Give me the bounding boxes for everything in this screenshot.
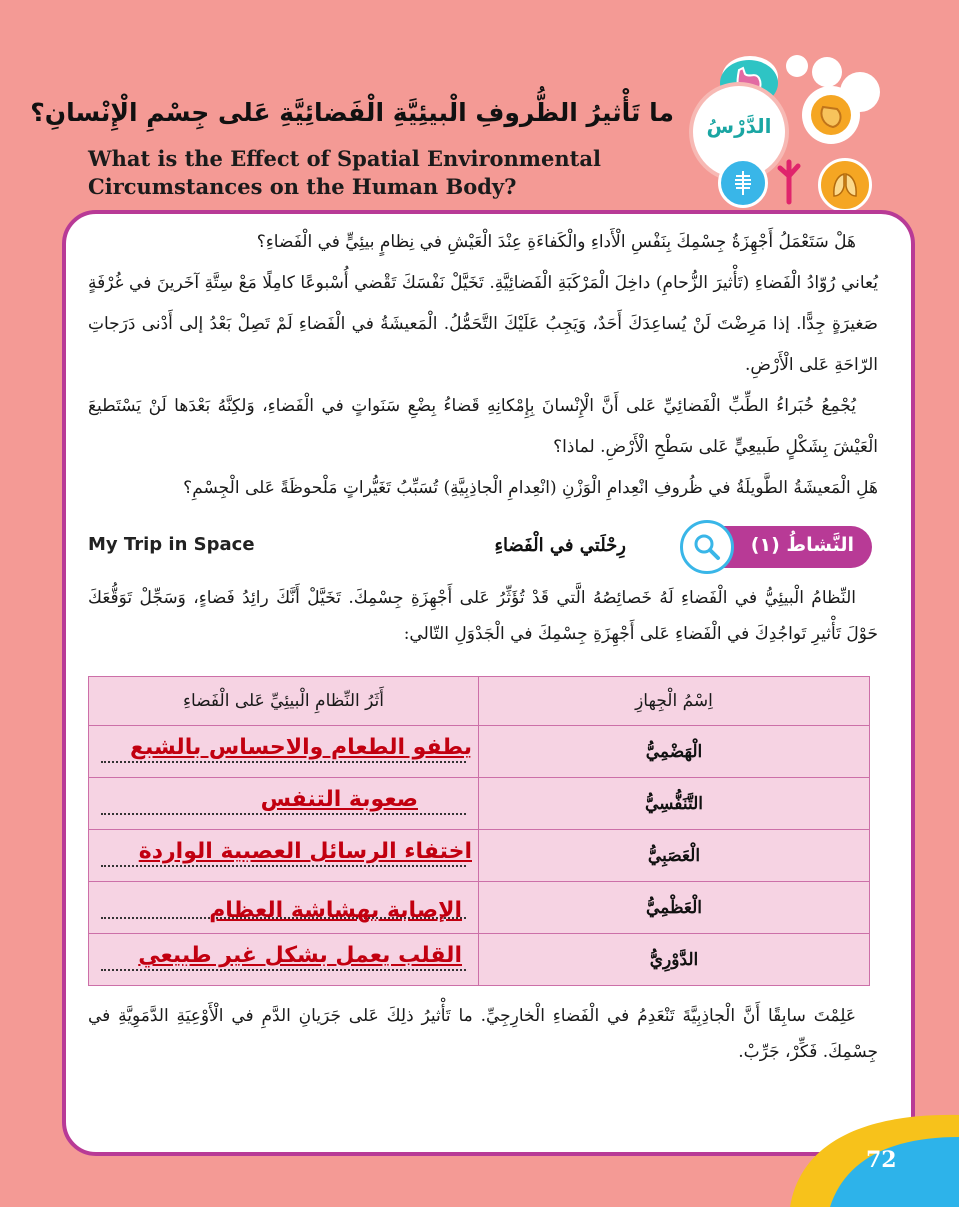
- effect-answer-field[interactable]: [89, 778, 479, 830]
- table-row: [89, 934, 870, 986]
- ribcage-icon: [718, 158, 768, 208]
- activity-badge: [690, 526, 872, 568]
- thought-bubble: [786, 55, 808, 77]
- effect-answer-field[interactable]: [89, 882, 479, 934]
- handwritten-answer: اختفاء الرسائل العصبية الواردة: [138, 839, 472, 864]
- lesson-title-arabic: ما تَأْثيرُ الظُّروفِ الْبيئِيَّةِ الْفَضائِيَّةِ عَلى جِسْمِ الْإِنْسانِ؟: [30, 98, 674, 127]
- intro-paragraph-2: يُعاني رُوّادُ الْفَضاءِ (تَأْثيرَ الزُّحامِ) داخِلَ الْمَرْكَبَةِ الْفَضائِيَّةِ. تَخَيَّلْ نَفْسَكَ تَقْضي أُسْبوعًا كامِلًا مَعْ سِتَّةِ آخَرينَ في غُرْفَةٍ صَغيرَةٍ جِدًّا. إذا مَرِضْتَ لَنْ يُساعِدَكَ أَحَدٌ، وَيَجِبُ عَلَيْكَ التَّحَمُّلُ. الْمَعيشَةُ في الْفَضاءِ لَمْ تَصِلْ بَعْدُ إلى أَدْنى دَرَجاتِ الرّاحَةِ عَلى الْأَرْضِ.: [88, 273, 878, 375]
- title-en-line-2: Circumstances on the Human Body?: [88, 174, 517, 199]
- table-header-row: [89, 677, 870, 726]
- table-row: [89, 778, 870, 830]
- effect-answer-field[interactable]: [89, 830, 479, 882]
- closing-paragraph: عَلِمْتَ سابِقًا أَنَّ الْجاذِبِيَّةَ تَنْعَدِمُ في الْفَضاءِ الْخارِجِيِّ. ما تَأْثيرُ ذلِكَ عَلى جَرَيانِ الدَّمِ في الْأَوْعِيَةِ الدَّمَوِيَّةِ في جِسْمِكَ. فَكِّرْ، جَرِّبْ.: [88, 1006, 878, 1062]
- organs-table: [88, 676, 870, 986]
- activity-paragraph: النِّظامُ الْبيئِيُّ في الْفَضاءِ لَهُ خَصائِصُهُ الَّتي قَدْ تُؤَثِّرُ عَلى أَجْهِزَةِ جِسْمِكَ. تَخَيَّلْ أَنَّكَ رائِدُ فَضاءٍ، وَسَجِّلْ تَوَقُّعَكَ حَوْلَ تَأْثيرِ تَواجُدِكَ في الْفَضاءِ عَلى أَجْهِزَةِ جِسْمِكَ في الْجَدْوَلِ التّالي:: [88, 588, 878, 644]
- header-organ-name: اِسْمُ الْجِهازِ: [479, 677, 870, 726]
- table-row: [89, 882, 870, 934]
- heart-icon: [802, 86, 860, 144]
- neuron-icon: [776, 158, 802, 206]
- title-en-line-1: What is the Effect of Spatial Environmental: [88, 146, 601, 171]
- intro-text: [88, 222, 878, 509]
- magnifier-icon: [680, 520, 734, 574]
- activity-title-arabic: رِحْلَتي في الْفَضاءِ: [494, 535, 626, 556]
- intro-paragraph-3: يُجْمِعُ خُبَراءُ الطِّبِّ الْفَضائِيِّ عَلى أَنَّ الْإِنْسانَ بِإِمْكانِهِ قَضاءُ بِضْعِ سَنَواتٍ في الْفَضاءِ، وَلكِنَّهُ بَعْدَها لَنْ يَسْتَطيعَ الْعَيْشَ بِشَكْلٍ طَبيعِيٍّ عَلى سَطْحِ الْأَرْضِ. لماذا؟: [88, 396, 878, 457]
- handwritten-answer: الإصابة بهشاشة العظام: [209, 898, 462, 923]
- activity-title-english: My Trip in Space: [88, 534, 255, 555]
- effect-answer-field[interactable]: [89, 934, 479, 986]
- organ-name: الْهَضْمِيُّ: [479, 726, 870, 778]
- handwritten-answer: صعوبة التنفس: [260, 787, 418, 812]
- lesson-label: الدَّرْسُ: [706, 114, 772, 138]
- lungs-icon: [818, 158, 872, 212]
- table-row: [89, 830, 870, 882]
- thought-bubble: [812, 57, 842, 87]
- intro-paragraph-4: هَلِ الْمَعيشَةُ الطَّويلَةُ في ظُروفِ انْعِدامِ الْوَزْنِ (انْعِدامِ الْجاذِبِيَّةِ) تُسَبِّبُ تَغَيُّراتٍ مَلْحوظَةً عَلى الْجِسْمِ؟: [183, 478, 878, 498]
- organ-name: التَّنَفُّسِيُّ: [479, 778, 870, 830]
- activity-instructions: [88, 580, 878, 652]
- lesson-title-english: [88, 145, 688, 201]
- organ-name: الْعَصَبِيُّ: [479, 830, 870, 882]
- organ-name: الْعَظْمِيُّ: [479, 882, 870, 934]
- handwritten-answer: القلب يعمل بشكل غير طبيعي: [138, 943, 462, 968]
- header-effect: أَثَرُ النِّظامِ الْبيئِيِّ عَلى الْفَضاءِ: [89, 677, 479, 726]
- table-row: [89, 726, 870, 778]
- page-number: 72: [866, 1147, 897, 1173]
- effect-answer-field[interactable]: [89, 726, 479, 778]
- organ-name: الدَّوْرِيُّ: [479, 934, 870, 986]
- intro-paragraph-1: هَلْ سَتَعْمَلُ أَجْهِزَةُ جِسْمِكَ بِنَفْسِ الْأَداءِ والْكَفاءَةِ عِنْدَ الْعَيْشِ في نِظامٍ بيئِيٍّ في الْفَضاءِ؟: [256, 232, 856, 252]
- closing-question: [88, 998, 878, 1070]
- activity-label: النَّشاطُ (١): [750, 534, 854, 556]
- handwritten-answer: يطفو الطعام والاحساس بالشبع: [130, 735, 472, 760]
